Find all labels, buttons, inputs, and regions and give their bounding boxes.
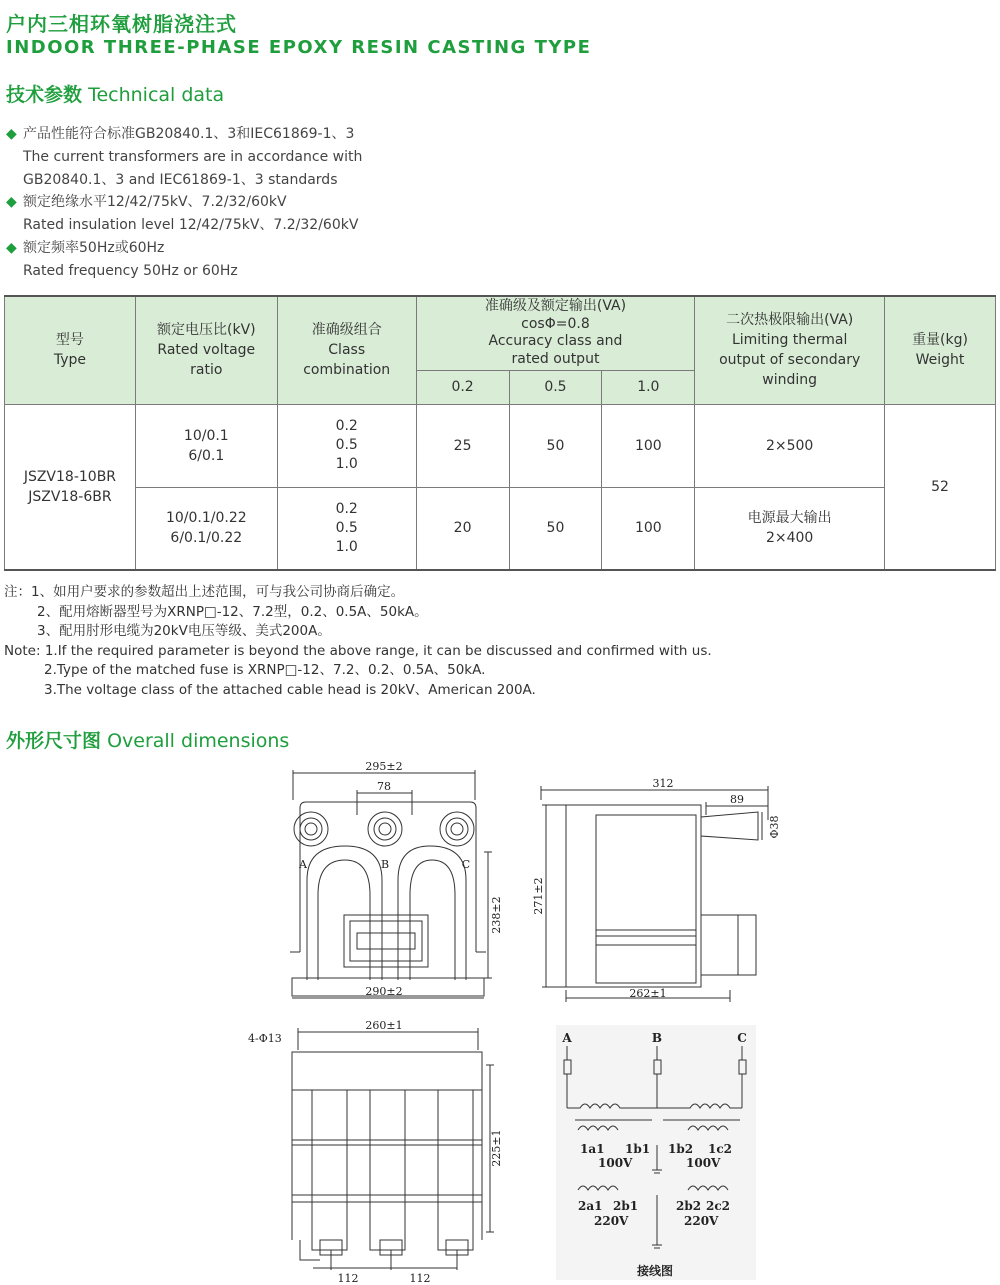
bottom-view-drawing <box>292 1028 494 1270</box>
header-class: 准确级组合 Class combination <box>277 296 416 404</box>
phase-c-label: C <box>461 858 471 871</box>
cell-out-0.2: 20 <box>416 487 509 570</box>
header-acc-0.5: 0.5 <box>509 370 602 404</box>
header-type: 型号 Type <box>5 296 136 404</box>
spec-item: ◆ 额定频率50Hz或60Hz <box>6 237 362 260</box>
side-diameter: Φ38 <box>768 815 781 839</box>
side-width-top: 312 <box>652 777 674 790</box>
cell-out-1.0: 100 <box>602 487 695 570</box>
cell-type: JSZV18-10BR JSZV18-6BR <box>5 404 136 570</box>
svg-text:1a1: 1a1 <box>580 1142 605 1156</box>
svg-text:2c2: 2c2 <box>706 1199 731 1213</box>
overall-dimensions-heading-cn: 外形尺寸图 <box>6 730 102 752</box>
svg-text:A: A <box>562 1031 572 1045</box>
notes-label-en: Note: <box>4 642 41 659</box>
svg-text:B: B <box>651 1031 663 1045</box>
cell-out-0.2: 25 <box>416 404 509 487</box>
cell-limit: 2×500 <box>695 404 885 487</box>
mounting-holes: 4-Φ13 <box>248 1032 282 1045</box>
spec-item: ◆ 产品性能符合标准GB20840.1、3和IEC61869-1、3 <box>6 123 362 146</box>
wiring-caption: 接线图 <box>636 1264 674 1278</box>
svg-text:1c2: 1c2 <box>708 1142 733 1156</box>
header-weight: 重量(kg) Weight <box>885 296 996 404</box>
cell-ratio: 10/0.1/0.22 6/0.1/0.22 <box>135 487 277 570</box>
page-title-cn: 户内三相环氧树脂浇注式 <box>6 12 237 36</box>
side-height: 271±2 <box>532 877 545 915</box>
spec-item: ◆ 额定绝缘水平12/42/75kV、7.2/32/60kV <box>6 191 362 214</box>
svg-text:C: C <box>737 1031 747 1045</box>
svg-text:1b2: 1b2 <box>668 1142 694 1156</box>
dimension-drawings <box>0 750 1000 1285</box>
svg-text:2b1: 2b1 <box>613 1199 639 1213</box>
cell-out-1.0: 100 <box>602 404 695 487</box>
cell-ratio: 10/0.1 6/0.1 <box>135 404 277 487</box>
table-row <box>5 404 996 487</box>
cell-weight: 52 <box>885 404 996 570</box>
side-bushing-width: 89 <box>730 793 744 806</box>
bottom-height: 225±1 <box>490 1129 503 1167</box>
cell-class: 0.2 0.5 1.0 <box>277 487 416 570</box>
diamond-bullet-icon: ◆ <box>6 126 17 142</box>
header-limiting: 二次热极限输出(VA) Limiting thermal output of secondary winding <box>695 296 885 404</box>
header-ratio: 额定电压比(kV) Rated voltage ratio <box>135 296 277 404</box>
phase-b-label: B <box>380 858 390 871</box>
technical-data-heading-cn: 技术参数 <box>6 84 83 106</box>
phase-a-label: A <box>299 858 307 871</box>
svg-text:220V: 220V <box>684 1214 719 1228</box>
technical-data-table <box>4 295 996 571</box>
page-title-en: INDOOR THREE-PHASE EPOXY RESIN CASTING TYPE <box>6 37 592 58</box>
technical-data-heading <box>6 80 224 107</box>
spacing-right: 112 <box>409 1272 431 1285</box>
side-width-bottom: 262±1 <box>629 987 667 1000</box>
svg-text:2a1: 2a1 <box>578 1199 603 1213</box>
overall-dimensions-heading-en: Overall dimensions <box>107 730 290 752</box>
spec-list: ◆ 产品性能符合标准GB20840.1、3和IEC61869-1、3 The current transformers are in accordance with GB20840.1、3 and IEC61869-1、3 standards ◆ 额定绝缘水平12/42/75kV、7.2/32/60kV Rated insulation level 12/42/75kV、7.2/32/60kV ◆ 额定频率50Hz或60Hz Rated frequency 50Hz or 60Hz <box>6 123 362 283</box>
diamond-bullet-icon: ◆ <box>6 194 17 211</box>
front-width-top: 295±2 <box>365 760 403 773</box>
cell-out-0.5: 50 <box>509 404 602 487</box>
cell-out-0.5: 50 <box>509 487 602 570</box>
notes-label-cn: 注： <box>4 584 31 600</box>
notes: 注：1、如用户要求的参数超出上述范围，可与我公司协商后确定。 2、配用熔断器型号为XRNP□-12、7.2型，0.2、0.5A、50kA。 3、配用肘形电缆为20kV电压等级、美式200A。 Note: 1.If the required parameter is beyond the above range, it can be discussed and confirmed with us. 2.Type of the matched fuse is XRNP□-12、7.2、0.2、0.5A、50kA. 3.The voltage class of the attached cable head is 20kV、American 200A. <box>4 584 712 698</box>
side-view-labels <box>532 777 781 1000</box>
table-row <box>5 487 996 570</box>
svg-text:2b2: 2b2 <box>676 1199 702 1213</box>
front-pitch: 78 <box>377 780 391 793</box>
header-acc-1.0: 1.0 <box>602 370 695 404</box>
overall-dimensions-heading <box>6 726 289 753</box>
front-height: 238±2 <box>490 896 503 934</box>
header-acc-0.2: 0.2 <box>416 370 509 404</box>
technical-data-heading-en: Technical data <box>88 84 225 106</box>
svg-text:1b1: 1b1 <box>625 1142 651 1156</box>
front-width-bottom: 290±2 <box>365 985 403 998</box>
bottom-view-labels <box>248 1019 503 1285</box>
cell-class: 0.2 0.5 1.0 <box>277 404 416 487</box>
svg-text:100V: 100V <box>686 1156 721 1170</box>
side-view-drawing <box>541 786 768 1002</box>
svg-text:100V: 100V <box>598 1156 633 1170</box>
cell-limit: 电源最大输出 2×400 <box>695 487 885 570</box>
svg-text:220V: 220V <box>594 1214 629 1228</box>
diamond-bullet-icon: ◆ <box>6 239 17 256</box>
front-view-drawing <box>290 770 492 998</box>
spacing-left: 112 <box>337 1272 359 1285</box>
bottom-width-top: 260±1 <box>365 1019 403 1032</box>
header-accuracy: 准确级及额定输出(VA) cosΦ=0.8 Accuracy class and rated output <box>416 296 695 370</box>
front-view-labels <box>298 760 503 998</box>
